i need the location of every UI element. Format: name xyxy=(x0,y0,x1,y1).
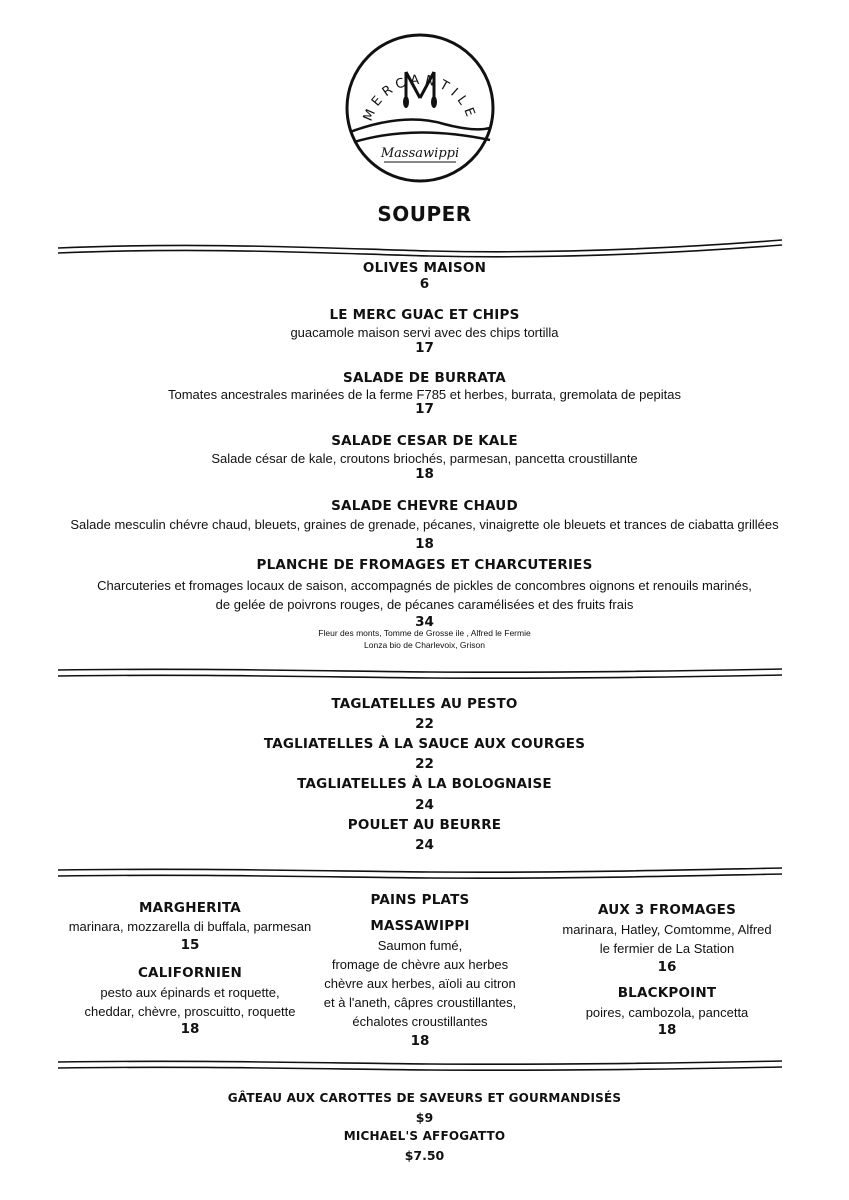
item-description: et à l'aneth, câpres croustillantes, xyxy=(323,995,517,1010)
item-name: MARGHERITA xyxy=(139,900,241,916)
item-description: fromage de chèvre aux herbes xyxy=(331,957,509,972)
item-price: $9 xyxy=(415,1110,434,1125)
wave-divider xyxy=(0,662,849,686)
wave-divider xyxy=(0,860,849,884)
item-description: de gelée de poivrons rouges, de pécanes caramélisées et des fruits frais xyxy=(215,597,634,612)
item-name: MASSAWIPPI xyxy=(370,918,470,934)
flatbread-middle-column xyxy=(280,918,560,1049)
item-name: AUX 3 FROMAGES xyxy=(598,902,736,918)
item-price: $7.50 xyxy=(404,1148,445,1163)
item-price: 18 xyxy=(410,1033,430,1049)
page-title: SOUPER xyxy=(377,202,472,226)
item-price: 6 xyxy=(419,276,430,292)
flatbread-right-column xyxy=(522,902,812,1038)
item-note: Lonza bio de Charlevoix, Grison xyxy=(364,640,485,650)
item-price: 18 xyxy=(180,1021,200,1037)
item-description: Charcuteries et fromages locaux de saison, accompagnés de pickles de concombres oignons et renouils marinés, xyxy=(97,578,752,593)
item-name: SALADE CESAR DE KALE xyxy=(331,433,518,449)
item-description: pesto aux épinards et roquette, xyxy=(100,985,280,1000)
item-name: LE MERC GUAC ET CHIPS xyxy=(329,307,520,323)
item-name: SALADE CHEVRE CHAUD xyxy=(331,498,518,514)
item-name: PLANCHE DE FROMAGES ET CHARCUTERIES xyxy=(256,557,593,573)
item-name: BLACKPOINT xyxy=(617,985,717,1001)
item-description: marinara, Hatley, Comtomme, Alfred xyxy=(562,922,772,937)
item-name: POULET AU BEURRE xyxy=(347,817,502,833)
item-price: 17 xyxy=(415,401,434,417)
wave-divider xyxy=(0,1054,849,1078)
item-description: cheddar, chèvre, proscuitto, roquette xyxy=(84,1004,296,1019)
item-price: 22 xyxy=(415,756,434,772)
item-price: 22 xyxy=(415,716,434,732)
item-price: 16 xyxy=(657,959,677,975)
item-description: Salade mesculin chévre chaud, bleuets, graines de grenade, pécanes, vinaigrette ole bleuets et trances de ciabatta grillées xyxy=(70,517,779,532)
logo-script: Massawippi xyxy=(380,146,460,161)
item-price: 24 xyxy=(415,837,434,853)
item-price: 18 xyxy=(657,1022,677,1038)
item-price: 24 xyxy=(415,797,434,813)
mercantile-logo xyxy=(344,32,496,184)
item-name: OLIVES MAISON xyxy=(362,260,487,276)
item-price: 18 xyxy=(415,466,434,482)
item-price: 34 xyxy=(415,614,434,630)
item-description: chèvre aux herbes, aïoli au citron xyxy=(324,976,516,991)
item-price: 15 xyxy=(180,937,200,953)
item-description: le fermier de La Station xyxy=(599,941,735,956)
item-description: poires, cambozola, pancetta xyxy=(585,1005,749,1020)
item-name: MICHAEL'S AFFOGATTO xyxy=(343,1129,506,1143)
item-name: GÂTEAU AUX CAROTTES DE SAVEURS ET GOURMANDISÉS xyxy=(227,1091,622,1105)
item-name: CALIFORNIEN xyxy=(137,965,243,981)
section-title: PAINS PLATS xyxy=(370,892,470,908)
item-description: guacamole maison servi avec des chips tortilla xyxy=(290,325,559,340)
item-description: échalotes croustillantes xyxy=(352,1014,488,1029)
item-price: 18 xyxy=(415,536,434,552)
item-price: 17 xyxy=(415,340,434,356)
item-description: Salade césar de kale, croutons briochés, parmesan, pancetta croustillante xyxy=(211,451,638,466)
item-description: Tomates ancestrales marinées de la ferme F785 et herbes, burrata, gremolata de pepitas xyxy=(167,387,682,402)
wave-divider xyxy=(0,236,849,260)
item-description: marinara, mozzarella di buffala, parmesan xyxy=(68,919,312,934)
logo-brand-name: MERCANTILE xyxy=(360,72,480,124)
item-note: Fleur des monts, Tomme de Grosse ile , Alfred le Fermie xyxy=(318,628,531,638)
item-name: TAGLIATELLES À LA BOLOGNAISE xyxy=(297,776,552,792)
item-description: Saumon fumé, xyxy=(377,938,463,953)
item-name: TAGLATELLES AU PESTO xyxy=(331,696,518,712)
item-name: TAGLIATELLES À LA SAUCE AUX COURGES xyxy=(263,736,586,752)
item-name: SALADE DE BURRATA xyxy=(343,370,506,386)
